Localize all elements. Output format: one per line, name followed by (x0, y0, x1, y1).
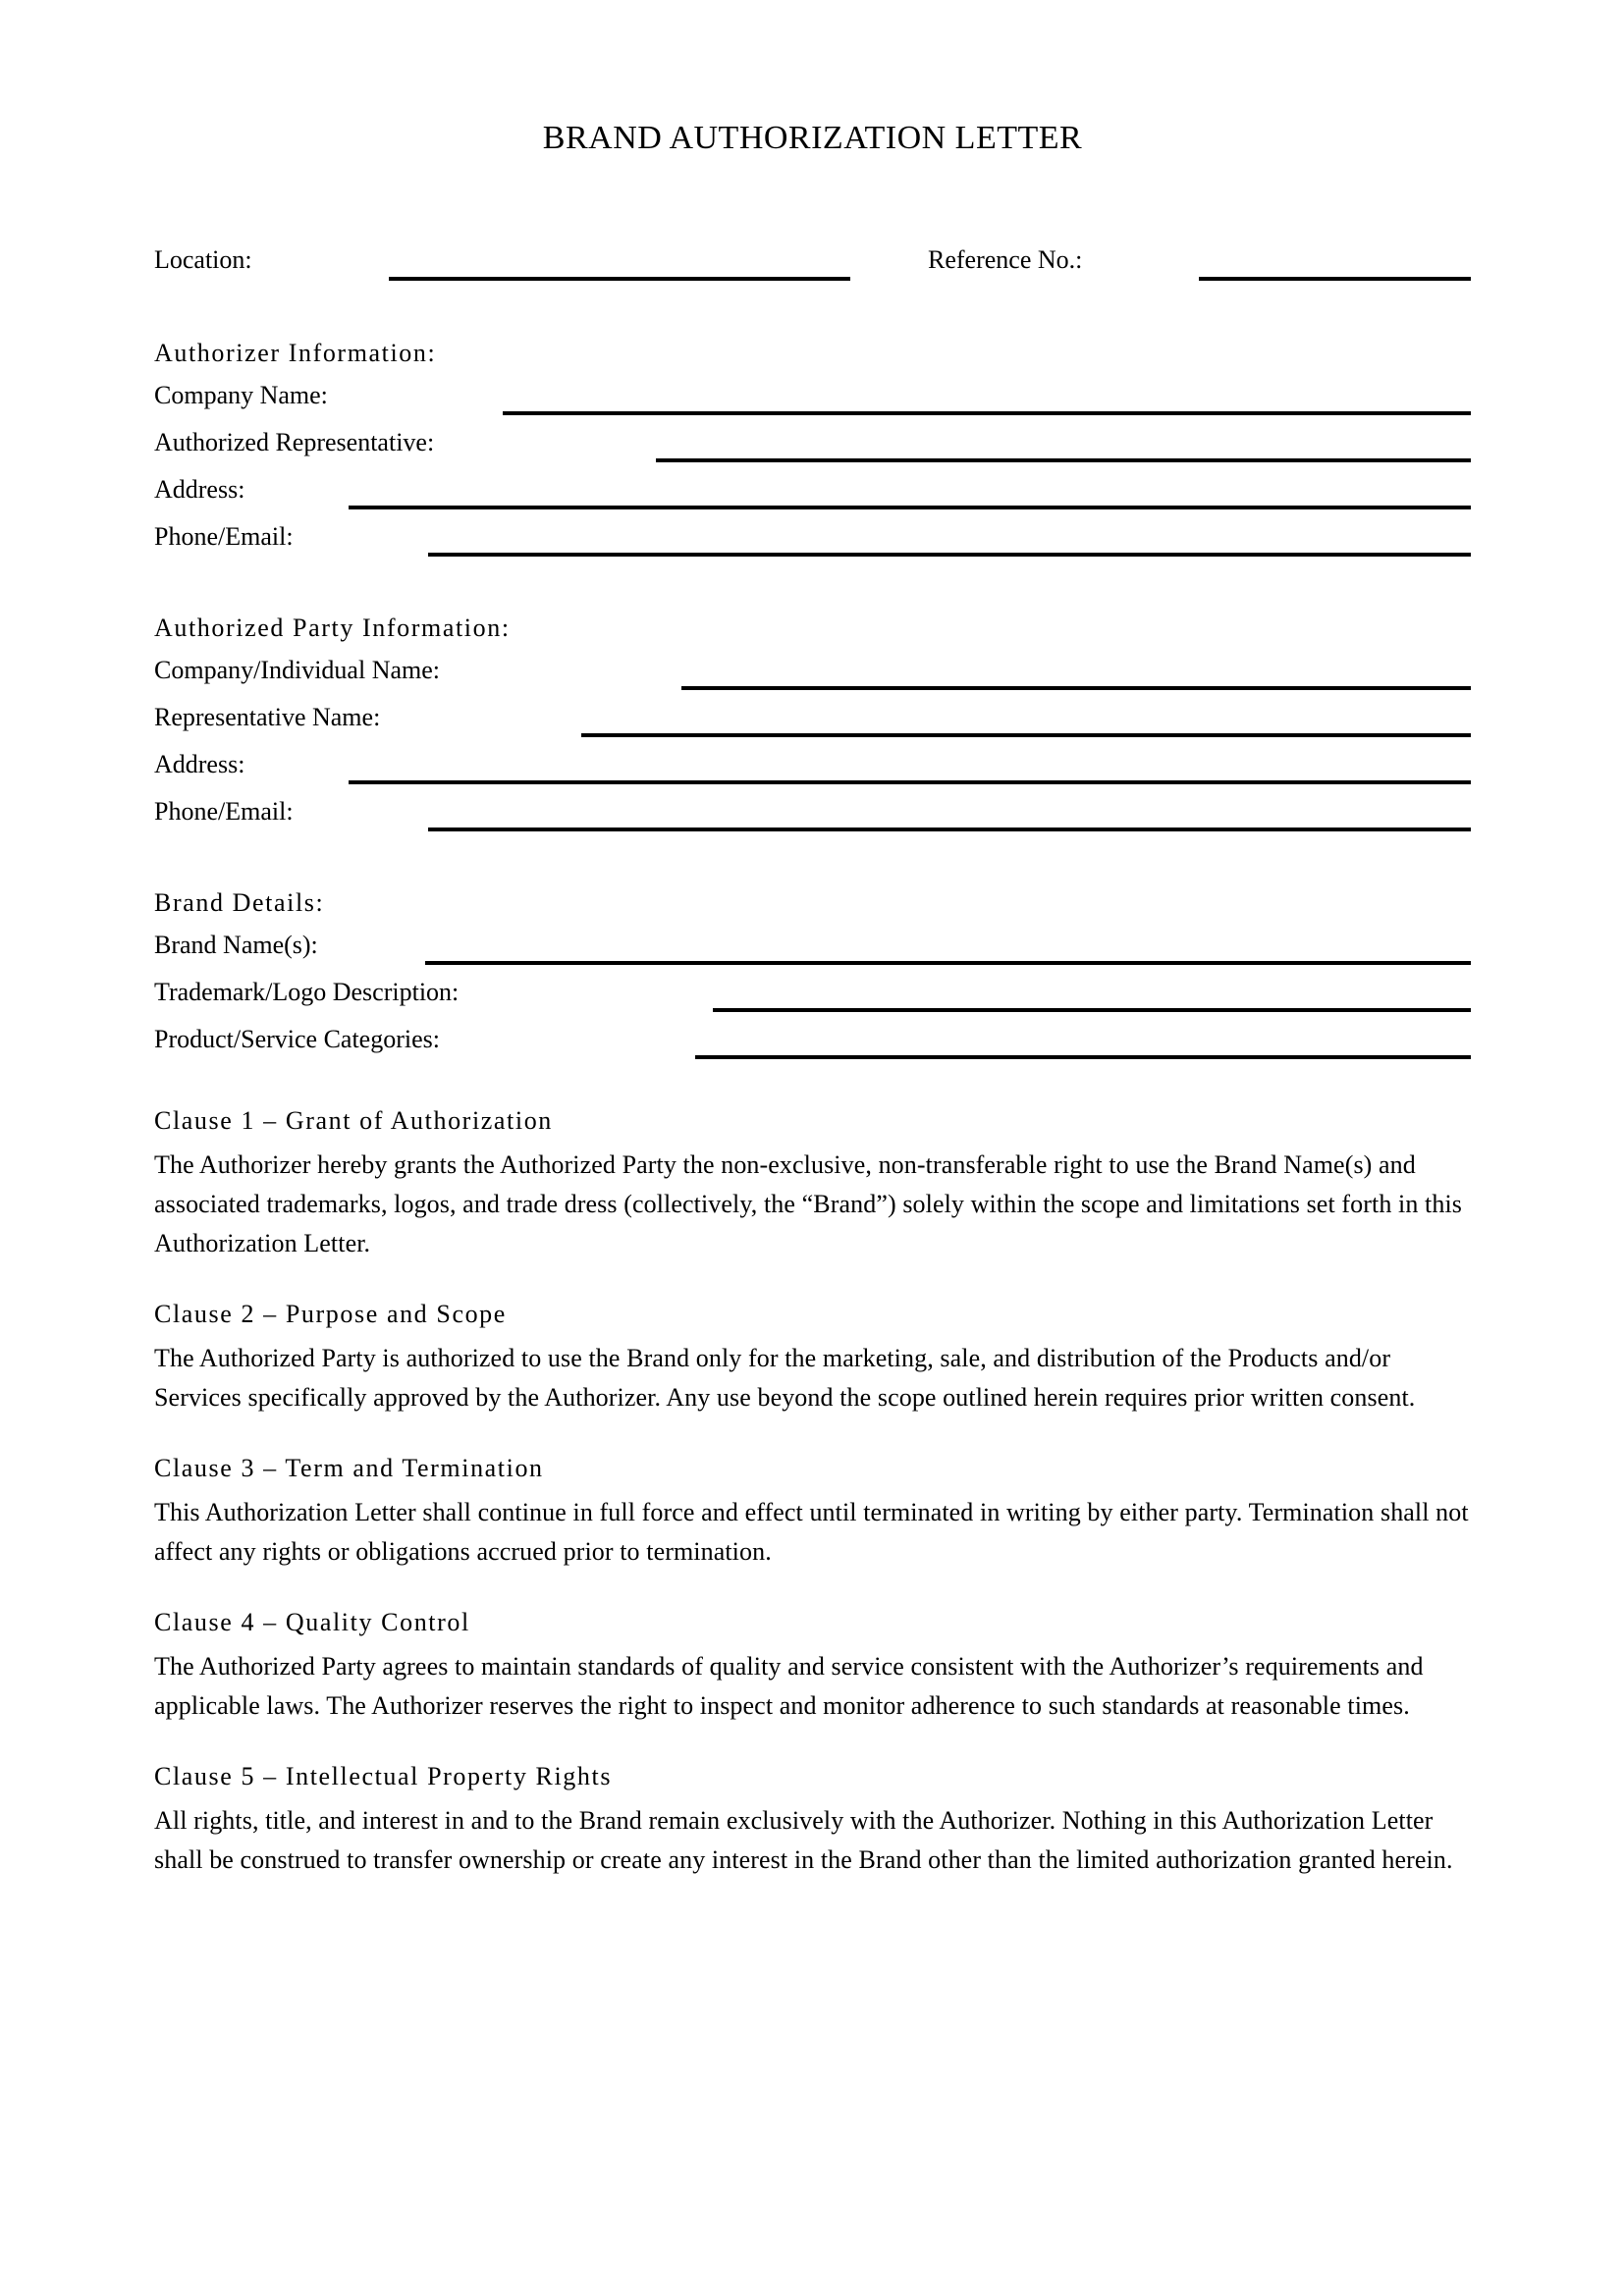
party-phone-email-label: Phone/Email: (154, 797, 294, 826)
trademark-logo-description-label: Trademark/Logo Description: (154, 978, 460, 1006)
clause-4 (154, 1606, 1471, 1726)
authorizer-address-blank-line (349, 506, 1471, 509)
clause-5-heading: Clause 5 – Intellectual Property Rights (154, 1762, 613, 1790)
field-row-authorizer-phone-email (154, 520, 1471, 567)
clause-2-body: The Authorized Party is authorized to use the Brand only for the marketing, sale, and distribution of the Products and/or Services specifically approved by the Authorizer. Any use beyond the scope outlined herein requires prior written consent. (154, 1344, 1416, 1412)
clauses-section (154, 1104, 1471, 1880)
field-row-representative-name (154, 701, 1471, 748)
clause-3-body: This Authorization Letter shall continue in full force and effect until terminated in writing by either party. Termination shall not affect any rights or obligations accrued prior to termination. (154, 1498, 1469, 1566)
party-address-blank-line (349, 780, 1471, 784)
field-row-brand-names (154, 929, 1471, 976)
clause-5-body: All rights, title, and interest in and to the Brand remain exclusively with the Authorizer. Nothing in this Authorization Letter shall be construed to transfer ownership or create any interest in the Brand other than the limited authorization granted herein. (154, 1806, 1453, 1874)
field-row-authorized-representative (154, 426, 1471, 473)
clause-2 (154, 1298, 1471, 1417)
clause-1-body: The Authorizer hereby grants the Authorized Party the non-exclusive, non-transferable right to use the Brand Name(s) and associated trademarks, logos, and trade dress (collectively, the “Brand”) solely within the scope and limitations set forth in this Authorization Letter. (154, 1150, 1463, 1257)
section-heading-authorizer-information: Authorizer Information: (154, 339, 437, 367)
field-row-company-name (154, 379, 1471, 426)
product-service-categories-label: Product/Service Categories: (154, 1025, 440, 1053)
location-label: Location: (154, 245, 252, 274)
party-address-label: Address: (154, 750, 245, 778)
field-row-party-address (154, 748, 1471, 795)
company-individual-name-blank-line (681, 686, 1471, 690)
authorized-representative-label: Authorized Representative: (154, 428, 435, 456)
authorizer-phone-email-label: Phone/Email: (154, 522, 294, 551)
clause-1-heading: Clause 1 – Grant of Authorization (154, 1106, 553, 1135)
clause-1 (154, 1104, 1471, 1263)
authorizer-phone-email-blank-line (428, 553, 1471, 557)
section-heading-authorized-party-information: Authorized Party Information: (154, 614, 511, 642)
brand-names-blank-line (425, 961, 1471, 965)
authorized-representative-blank-line (656, 458, 1471, 462)
field-row-product-service-categories (154, 1023, 1471, 1070)
product-service-categories-blank-line (695, 1055, 1471, 1059)
reference-number-blank-line (1199, 277, 1471, 281)
field-row-trademark-logo-description (154, 976, 1471, 1023)
section-heading-brand-details: Brand Details: (154, 888, 325, 917)
field-row-authorizer-address (154, 473, 1471, 520)
location-blank-line (389, 277, 850, 281)
field-row-company-individual-name (154, 654, 1471, 701)
clause-4-body: The Authorized Party agrees to maintain standards of quality and service consistent with the Authorizer’s requirements and applicable laws. The Authorizer reserves the right to inspect and monitor adherence to such standards at reasonable times. (154, 1652, 1424, 1720)
authorizer-address-label: Address: (154, 475, 245, 504)
location-reference-row (154, 243, 1471, 290)
field-row-party-phone-email (154, 795, 1471, 842)
clause-3 (154, 1452, 1471, 1572)
brand-names-label: Brand Name(s): (154, 931, 318, 959)
company-name-label: Company Name: (154, 381, 328, 409)
clause-2-heading: Clause 2 – Purpose and Scope (154, 1300, 507, 1328)
clause-3-heading: Clause 3 – Term and Termination (154, 1454, 544, 1482)
document-title: BRAND AUTHORIZATION LETTER (542, 120, 1083, 156)
reference-number-label: Reference No.: (928, 245, 1083, 274)
clause-4-heading: Clause 4 – Quality Control (154, 1608, 470, 1636)
representative-name-blank-line (581, 733, 1471, 737)
clause-5 (154, 1760, 1471, 1880)
party-phone-email-blank-line (428, 828, 1471, 831)
company-name-blank-line (503, 411, 1471, 415)
representative-name-label: Representative Name: (154, 703, 381, 731)
company-individual-name-label: Company/Individual Name: (154, 656, 441, 684)
trademark-logo-description-blank-line (713, 1008, 1471, 1012)
